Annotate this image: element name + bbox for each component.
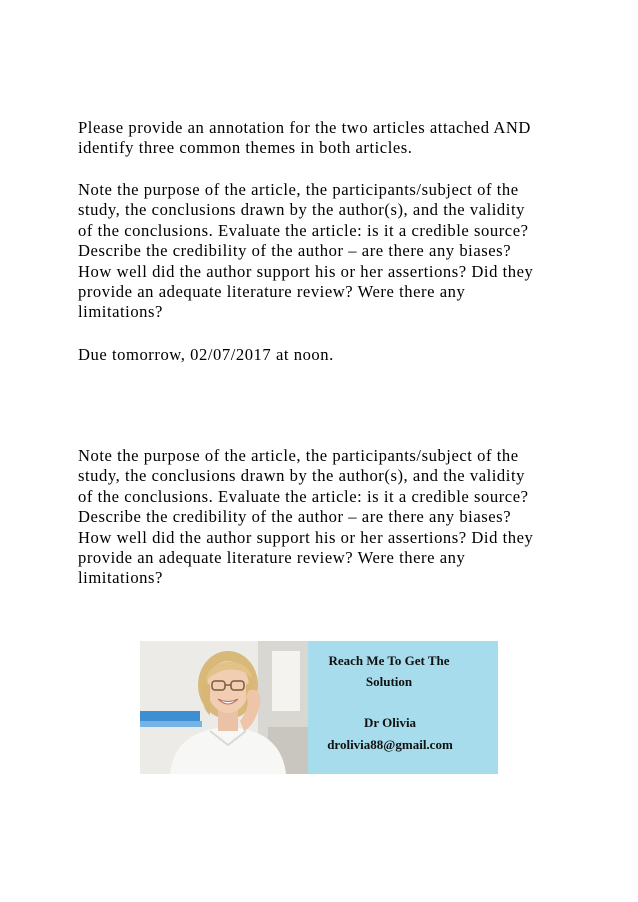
paragraph-line: of the conclusions. Evaluate the article: is it a credible source? — [78, 486, 529, 506]
paragraph-line: identify three common themes in both articles. — [78, 138, 413, 158]
paragraph-line: study, the conclusions drawn by the author(s), and the validity — [78, 200, 525, 220]
paragraph-line: of the conclusions. Evaluate the article: is it a credible source? — [78, 220, 529, 240]
paragraph-line: provide an adequate literature review? Were there any — [78, 281, 466, 301]
contact-info-panel — [308, 641, 498, 774]
paragraph-line: Note the purpose of the article, the participants/subject of the — [78, 446, 519, 465]
requirements-paragraph — [78, 180, 578, 323]
smiling-woman-with-glasses-photo — [140, 641, 308, 774]
paragraph-line: Describe the credibility of the author – are there any biases? — [78, 241, 512, 261]
paragraph-line: limitations? — [78, 568, 163, 588]
paragraph-line: Due tomorrow, 02/07/2017 at noon. — [78, 345, 334, 364]
ad-contact-email: drolivia88@gmail.com — [327, 737, 453, 752]
instruction-paragraph — [78, 118, 578, 159]
paragraph-line: How well did the author support his or her assertions? Did they — [78, 261, 534, 281]
paragraph-line: study, the conclusions drawn by the author(s), and the validity — [78, 466, 525, 486]
paragraph-line: Note the purpose of the article, the participants/subject of the — [78, 180, 519, 199]
paragraph-line: provide an adequate literature review? Were there any — [78, 547, 466, 567]
paragraph-line: How well did the author support his or her assertions? Did they — [78, 527, 534, 547]
paragraph-line: limitations? — [78, 302, 163, 322]
requirements-paragraph-repeat — [78, 446, 578, 589]
paragraph-line: Describe the credibility of the author – are there any biases? — [78, 507, 512, 527]
ad-contact-name: Dr Olivia — [363, 715, 417, 730]
ad-subheadline: Solution — [365, 674, 413, 689]
paragraph-line: Please provide an annotation for the two articles attached AND — [78, 118, 531, 137]
contact-ad-banner — [140, 641, 498, 774]
ad-headline: Reach Me To Get The — [328, 653, 450, 668]
due-date-paragraph — [78, 345, 578, 365]
